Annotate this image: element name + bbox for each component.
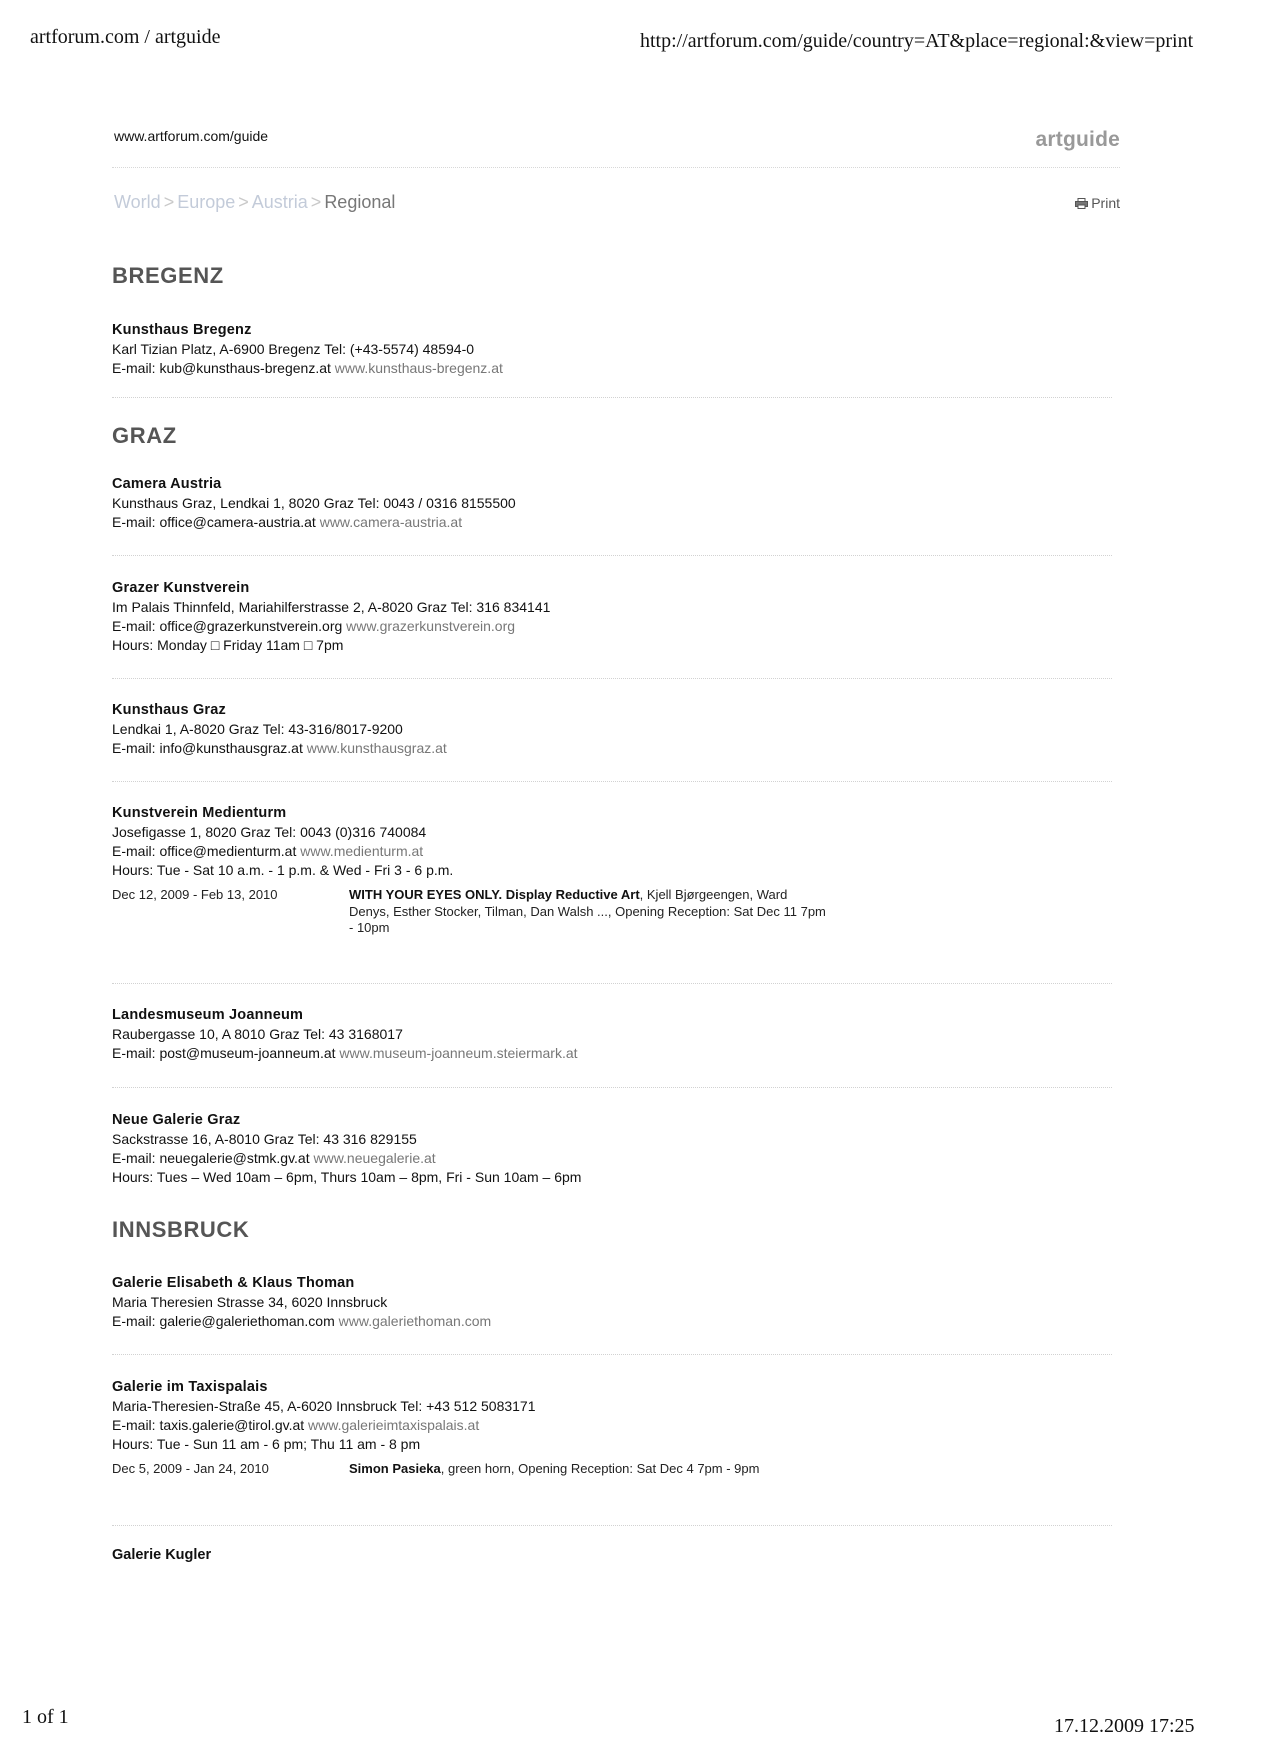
venue-address: Sackstrasse 16, A-8010 Graz Tel: 43 316 829155: [112, 1130, 417, 1147]
venue-contact: [112, 1312, 1120, 1331]
venue-name: Galerie im Taxispalais: [112, 1378, 268, 1395]
venue-address: Kunsthaus Graz, Lendkai 1, 8020 Graz Tel: 0043 / 0316 8155500: [112, 495, 516, 511]
venue-address: Maria Theresien Strasse 34, 6020 Innsbruck: [112, 1293, 388, 1310]
venue-galerie-thoman: [112, 1274, 1120, 1331]
print-button[interactable]: [1075, 195, 1120, 211]
venue-address: Karl Tizian Platz, A-6900 Bregenz Tel: (+43-5574) 48594-0: [112, 341, 475, 357]
venue-divider: [112, 678, 1112, 679]
venue-kunstverein-medienturm: [112, 804, 1120, 937]
venue-contact: [112, 513, 1120, 532]
exhibition-dates: Dec 5, 2009 - Jan 24, 2010: [112, 1460, 269, 1476]
venue-divider: [112, 397, 1112, 398]
breadcrumb-separator: >: [238, 192, 249, 212]
venue-website-link[interactable]: www.neuegalerie.at: [313, 1149, 436, 1166]
venue-name: Kunsthaus Graz: [112, 702, 226, 718]
venue-website-link[interactable]: www.camera-austria.at: [319, 514, 463, 530]
brand-logo[interactable]: artguide: [1035, 128, 1120, 151]
email-label: E-mail:: [112, 1312, 156, 1329]
venue-website-link[interactable]: www.kunsthaus-bregenz.at: [334, 360, 503, 376]
email-label: E-mail:: [112, 1044, 156, 1061]
print-label: Print: [1091, 195, 1120, 211]
venue-camera-austria: [112, 475, 1120, 532]
email-label: E-mail:: [112, 843, 156, 859]
venue-name: Grazer Kunstverein: [112, 580, 250, 596]
exhibition-dates: Dec 12, 2009 - Feb 13, 2010: [112, 887, 278, 902]
venue-email[interactable]: office@camera-austria.at: [159, 514, 316, 530]
breadcrumb-europe[interactable]: Europe: [177, 192, 236, 212]
exhibition-details: , green horn, Opening Reception: Sat Dec 4 7pm - 9pm: [440, 1460, 760, 1476]
venue-email[interactable]: taxis.galerie@tirol.gv.at: [159, 1416, 305, 1433]
venue-divider: [112, 555, 1112, 556]
venue-divider: [112, 1354, 1112, 1355]
email-label: E-mail:: [112, 740, 156, 756]
venue-contact: [112, 842, 1120, 861]
exhibition-title[interactable]: Simon Pasieka: [349, 1460, 441, 1476]
venue-galerie-im-taxispalais: [112, 1378, 1120, 1478]
page-count: 1 of 1: [22, 1706, 69, 1728]
venue-contact: [112, 1044, 1120, 1063]
venue-contact: [112, 739, 1120, 758]
exhibition-entry: [112, 1461, 1120, 1478]
venue-divider: [112, 1087, 1112, 1088]
venue-name: Kunsthaus Bregenz: [112, 322, 252, 338]
venue-grazer-kunstverein: [112, 579, 1120, 655]
venue-email[interactable]: galerie@galeriethoman.com: [159, 1312, 335, 1329]
venue-contact: [112, 617, 1120, 636]
print-header-url: http://artforum.com/guide/country=AT&place=regional:&view=print: [640, 30, 1194, 52]
venue-address: Lendkai 1, A-8020 Graz Tel: 43-316/8017-9200: [112, 721, 403, 737]
venue-landesmuseum-joanneum: [112, 1006, 1120, 1063]
venue-divider: [112, 1525, 1112, 1526]
header-divider: [112, 167, 1120, 168]
exhibition-description: [349, 1461, 949, 1478]
email-label: E-mail:: [112, 618, 156, 634]
venue-name-cut-off: Galerie Kugler: [112, 1547, 212, 1563]
venue-website-link[interactable]: www.medienturm.at: [300, 843, 424, 859]
venue-email[interactable]: kub@kunsthaus-bregenz.at: [159, 360, 331, 376]
breadcrumb-current: Regional: [324, 192, 396, 212]
venue-kunsthaus-graz: [112, 701, 1120, 758]
venue-email[interactable]: office@grazerkunstverein.org: [159, 618, 343, 634]
venue-name: Landesmuseum Joanneum: [112, 1006, 304, 1023]
venue-hours: Hours: Tue - Sat 10 a.m. - 1 p.m. & Wed - Fri 3 - 6 p.m.: [112, 862, 454, 878]
listings: [112, 258, 1120, 1563]
venue-name: Kunstverein Medienturm: [112, 805, 287, 821]
venue-hours: Hours: Tues – Wed 10am – 6pm, Thurs 10am – 8pm, Fri - Sun 10am – 6pm: [112, 1168, 582, 1185]
venue-contact: [112, 1416, 1120, 1435]
printer-icon: [1075, 195, 1091, 211]
venue-website-link[interactable]: www.galeriethoman.com: [338, 1312, 492, 1329]
venue-hours: Hours: Tue - Sun 11 am - 6 pm; Thu 11 am - 8 pm: [112, 1435, 421, 1452]
venue-email[interactable]: info@kunsthausgraz.at: [159, 740, 303, 756]
venue-contact: [112, 359, 1120, 378]
breadcrumb-separator: >: [163, 192, 175, 212]
venue-website-link[interactable]: www.grazerkunstverein.org: [346, 618, 516, 634]
breadcrumb-world[interactable]: World: [114, 192, 161, 212]
email-label: E-mail:: [112, 1416, 156, 1433]
city-heading: BREGENZ: [112, 263, 224, 288]
venue-website-link[interactable]: www.museum-joanneum.steiermark.at: [339, 1044, 578, 1061]
venue-kunsthaus-bregenz: [112, 321, 1120, 378]
exhibition-entry: [112, 887, 1120, 937]
exhibition-title[interactable]: WITH YOUR EYES ONLY. Display Reductive Art: [349, 887, 640, 902]
email-label: E-mail:: [112, 1149, 156, 1166]
venue-address: Im Palais Thinnfeld, Mariahilferstrasse 2, A-8020 Graz Tel: 316 834141: [112, 599, 551, 615]
venue-address: Josefigasse 1, 8020 Graz Tel: 0043 (0)316 740084: [112, 824, 427, 840]
venue-contact: [112, 1149, 1120, 1168]
venue-email[interactable]: neuegalerie@stmk.gv.at: [159, 1149, 310, 1166]
breadcrumb-austria[interactable]: Austria: [251, 192, 308, 212]
venue-divider: [112, 983, 1112, 984]
venue-website-link[interactable]: www.kunsthausgraz.at: [306, 740, 447, 756]
venue-website-link[interactable]: www.galerieimtaxispalais.at: [308, 1416, 480, 1433]
venue-address: Raubergasse 10, A 8010 Graz Tel: 43 3168017: [112, 1025, 403, 1042]
venue-divider: [112, 781, 1112, 782]
venue-email[interactable]: office@medienturm.at: [159, 843, 297, 859]
venue-name: Neue Galerie Graz: [112, 1111, 241, 1128]
city-heading: INNSBRUCK: [112, 1216, 250, 1242]
print-timestamp: 17.12.2009 17:25: [1054, 1715, 1195, 1737]
breadcrumb-separator: >: [310, 192, 322, 212]
print-header-left: artforum.com / artguide: [30, 26, 221, 48]
venue-email[interactable]: post@museum-joanneum.at: [159, 1044, 336, 1061]
venue-hours: Hours: Monday □ Friday 11am □ 7pm: [112, 637, 344, 653]
exhibition-details: , Kjell Bjørgeengen, Ward Denys, Esther Stocker, Tilman, Dan Walsh ..., Opening Reception: Sat Dec 11 7pm - 10pm: [349, 887, 826, 935]
site-url[interactable]: www.artforum.com/guide: [114, 128, 269, 144]
venue-name: Galerie Elisabeth & Klaus Thoman: [112, 1274, 355, 1291]
exhibition-description: [349, 887, 829, 937]
email-label: E-mail:: [112, 360, 156, 376]
venue-neue-galerie-graz: [112, 1111, 1120, 1187]
breadcrumb: [114, 192, 395, 213]
city-heading: GRAZ: [112, 423, 177, 448]
email-label: E-mail:: [112, 514, 156, 530]
venue-address: Maria-Theresien-Straße 45, A-6020 Innsbruck Tel: +43 512 5083171: [112, 1397, 536, 1414]
venue-name: Camera Austria: [112, 476, 222, 492]
